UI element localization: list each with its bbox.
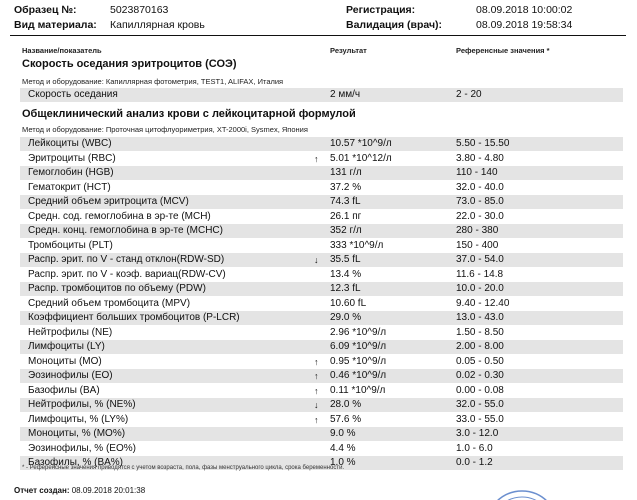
flag-arrow: ↓ xyxy=(314,400,319,410)
test-name: Распр. тромбоцитов по объему (PDW) xyxy=(28,283,206,294)
reference-range: 9.40 - 12.40 xyxy=(456,297,510,309)
test-result: 9.0 % xyxy=(330,428,356,439)
reference-range: 32.0 - 40.0 xyxy=(456,181,504,193)
test-name: Нейтрофилы, % (NE%) xyxy=(28,399,136,410)
reference-range: 0.00 - 0.08 xyxy=(456,384,504,396)
column-header-result: Результат xyxy=(330,46,367,55)
flag-arrow: ↑ xyxy=(314,414,319,425)
test-result: 12.3 fL xyxy=(330,283,361,294)
flag-arrow: ↑ xyxy=(314,371,319,381)
test-result: 0.95 *10^9/л xyxy=(330,355,387,367)
test-name: Эритроциты (RBC) xyxy=(28,152,116,164)
reference-range: 0.02 - 0.30 xyxy=(456,370,504,381)
table-row xyxy=(20,355,623,369)
reference-range: 10.0 - 20.0 xyxy=(456,283,504,294)
table-row xyxy=(20,384,623,398)
reference-range: 1.0 - 6.0 xyxy=(456,442,493,454)
reference-range: 0.0 - 1.2 xyxy=(456,457,493,468)
table-row xyxy=(20,210,623,224)
test-result: 333 *10^9/л xyxy=(330,239,384,251)
test-name: Лимфоциты, % (LY%) xyxy=(28,413,129,425)
test-result: 10.57 *10^9/л xyxy=(330,138,392,149)
lab-stamp xyxy=(483,487,561,500)
column-header-reference: Референсные значения * xyxy=(456,46,550,55)
column-header-name: Название/показатель xyxy=(22,46,102,55)
report-created-label: Отчет создан: xyxy=(14,486,70,495)
table-row xyxy=(20,137,623,151)
table-row xyxy=(20,253,623,267)
reference-range: 37.0 - 54.0 xyxy=(456,254,504,265)
report-created-value: 08.09.2018 20:01:38 xyxy=(71,486,146,495)
test-name: Эозинофилы (EO) xyxy=(28,370,113,381)
reference-range: 11.6 - 14.8 xyxy=(456,268,504,280)
test-result: 0.46 *10^9/л xyxy=(330,370,387,381)
header-divider xyxy=(10,35,626,36)
table-row xyxy=(20,413,623,427)
test-result: 29.0 % xyxy=(330,312,362,323)
table-row xyxy=(20,369,623,383)
cbc-method: Метод и оборудование: Проточная цитофлуориметрия, XT-2000i, Sysmex, Япония xyxy=(22,125,308,134)
esr-section-title: Скорость оседания эритроцитов (СОЭ) xyxy=(22,58,237,70)
reference-range: 73.0 - 85.0 xyxy=(456,196,504,207)
test-result: 35.5 fL xyxy=(330,254,361,265)
validation-value: 08.09.2018 19:58:34 xyxy=(476,19,573,31)
reference-range: 150 - 400 xyxy=(456,239,499,251)
reference-range: 3.0 - 12.0 xyxy=(456,428,499,439)
test-name: Распр. эрит. по V - коэф. вариац(RDW-CV) xyxy=(28,268,226,280)
test-result: 2 мм/ч xyxy=(330,89,361,100)
reference-range: 22.0 - 30.0 xyxy=(456,210,504,222)
reference-range: 0.05 - 0.50 xyxy=(456,355,504,367)
table-row xyxy=(20,152,623,166)
reference-range: 280 - 380 xyxy=(456,225,499,236)
table-row xyxy=(20,398,623,412)
test-name: Моноциты, % (MO%) xyxy=(28,428,126,439)
test-result: 4.4 % xyxy=(330,442,356,454)
test-result: 2.96 *10^9/л xyxy=(330,326,387,338)
table-row xyxy=(20,326,623,340)
test-name: Лейкоциты (WBC) xyxy=(28,138,112,149)
test-name: Средний объем эритроцита (MCV) xyxy=(28,196,189,207)
table-row xyxy=(20,88,623,102)
reference-range: 110 - 140 xyxy=(456,167,498,178)
test-result: 74.3 fL xyxy=(330,196,361,207)
test-result: 0.11 *10^9/л xyxy=(330,384,386,396)
reference-footnote: * - Референсные значения приводятся с учетом возраста, пола, фазы менструального цикла, срока беременности. xyxy=(22,465,345,471)
registration-value: 08.09.2018 10:00:02 xyxy=(476,4,573,16)
flag-arrow: ↑ xyxy=(314,385,319,396)
table-row xyxy=(20,297,623,311)
test-name: Базофилы (BA) xyxy=(28,384,100,396)
test-result: 1.0 % xyxy=(330,457,356,468)
reference-range: 2 - 20 xyxy=(456,89,482,100)
table-row xyxy=(20,268,623,282)
esr-method: Метод и оборудование: Капиллярная фотометрия, TEST1, ALIFAX, Италия xyxy=(22,77,284,86)
test-name: Гематокрит (HCT) xyxy=(28,181,111,193)
table-row xyxy=(20,311,623,325)
registration-label: Регистрация: xyxy=(346,4,416,16)
test-name: Гемоглобин (HGB) xyxy=(28,167,114,178)
test-name: Коэффициент больших тромбоцитов (P-LCR) xyxy=(28,312,240,323)
table-row xyxy=(20,282,623,296)
flag-arrow: ↑ xyxy=(314,153,319,164)
test-name: Средний объем тромбоцита (MPV) xyxy=(28,297,191,309)
table-row xyxy=(20,427,623,441)
reference-range: 33.0 - 55.0 xyxy=(456,413,504,425)
material-type-label: Вид материала: xyxy=(14,19,97,31)
test-name: Нейтрофилы (NE) xyxy=(28,326,113,338)
test-result: 6.09 *10^9/л xyxy=(330,341,387,352)
flag-arrow: ↑ xyxy=(314,356,319,367)
test-result: 37.2 % xyxy=(330,181,362,193)
test-result: 28.0 % xyxy=(330,399,362,410)
test-result: 131 г/л xyxy=(330,167,362,178)
test-name: Моноциты (MO) xyxy=(28,355,102,367)
reference-range: 2.00 - 8.00 xyxy=(456,341,504,352)
test-result: 13.4 % xyxy=(330,268,362,280)
reference-range: 32.0 - 55.0 xyxy=(456,399,504,410)
table-row xyxy=(20,195,623,209)
test-name: Эозинофилы, % (EO%) xyxy=(28,442,136,454)
test-result: 5.01 *10^12/л xyxy=(330,152,392,164)
table-row xyxy=(20,224,623,238)
reference-range: 13.0 - 43.0 xyxy=(456,312,504,323)
test-result: 10.60 fL xyxy=(330,297,367,309)
validation-label: Валидация (врач): xyxy=(346,19,443,31)
sample-number-value: 5023870163 xyxy=(110,4,169,16)
cbc-section-title: Общеклинический анализ крови с лейкоцитарной формулой xyxy=(22,108,356,120)
table-row xyxy=(20,181,623,195)
test-result: 352 г/л xyxy=(330,225,362,236)
table-row xyxy=(20,166,623,180)
test-name: Распр. эрит. по V - станд отклон(RDW-SD) xyxy=(28,254,225,265)
reference-range: 1.50 - 8.50 xyxy=(456,326,504,338)
test-result: 57.6 % xyxy=(330,413,362,425)
test-name: Лимфоциты (LY) xyxy=(28,341,105,352)
reference-range: 3.80 - 4.80 xyxy=(456,152,504,164)
test-name: Скорость оседания xyxy=(28,89,118,100)
table-row xyxy=(20,340,623,354)
material-type-value: Капиллярная кровь xyxy=(110,19,205,31)
test-name: Средн. сод. гемоглобина в эр-те (MCH) xyxy=(28,210,211,222)
reference-range: 5.50 - 15.50 xyxy=(456,138,510,149)
report-created xyxy=(14,486,145,495)
test-name: Базофилы, % (BA%) xyxy=(28,457,123,468)
test-result: 26.1 пг xyxy=(330,210,362,222)
table-row xyxy=(20,239,623,253)
table-row xyxy=(20,442,623,456)
test-name: Тромбоциты (PLT) xyxy=(28,239,113,251)
flag-arrow: ↓ xyxy=(314,255,319,265)
sample-number-label: Образец №: xyxy=(14,4,77,16)
test-name: Средн. конц. гемоглобина в эр-те (MCHC) xyxy=(28,225,223,236)
